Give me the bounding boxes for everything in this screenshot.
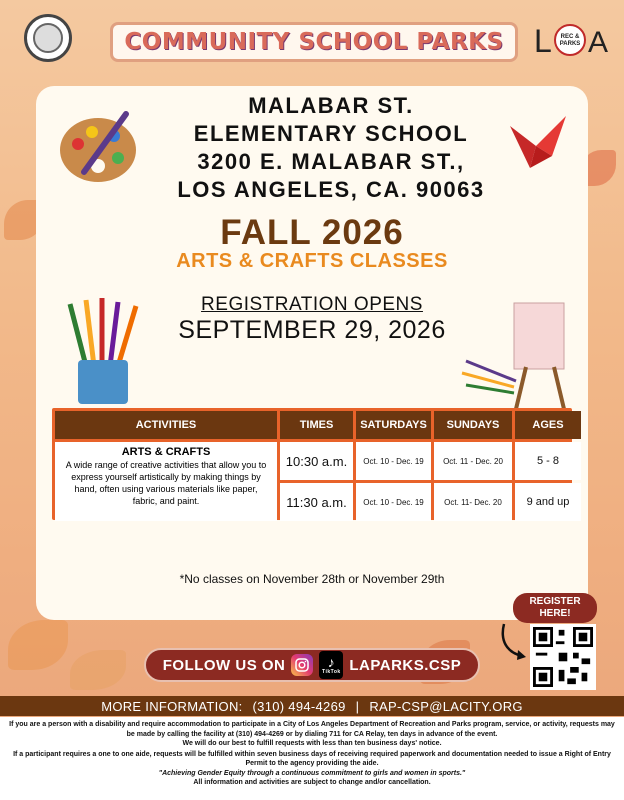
equity-quote: "Achieving Gender Equity through a continuous commitment to girls and women in sports." — [158, 769, 466, 777]
social-handle[interactable]: LAPARKS.CSP — [349, 656, 462, 674]
instagram-icon[interactable] — [291, 654, 313, 676]
follow-label: FOLLOW US ON — [162, 656, 286, 674]
table-cell-ages: 5 - 8 — [515, 442, 581, 480]
table-cell-time: 10:30 a.m. — [280, 442, 353, 480]
svg-text:PARKS: PARKS — [559, 41, 581, 47]
school-address — [146, 92, 516, 204]
curved-arrow-icon — [498, 622, 528, 662]
accommodation-text: If you are a person with a disability and require accommodation to participate in a City of Los Angeles Department of Recreation and Parks program, service, or activity, requests may be made by calling the facility at (310) 494-4269 or by dialing 711 for CA Relay, ten days in advance of the event. — [9, 721, 615, 738]
svg-text:A: A — [588, 26, 609, 58]
info-card — [36, 86, 588, 620]
social-banner — [144, 648, 480, 682]
registration-label: REGISTRATION OPENS — [201, 294, 423, 315]
best-effort-text: We will do our best to fulfill requests with less than ten business days' notice. — [182, 740, 442, 747]
more-info-label: MORE INFORMATION: — [101, 698, 243, 714]
table-cell-sundays: Oct. 11 - Dec. 20 — [434, 442, 512, 480]
column-header: SATURDAYS — [356, 411, 431, 439]
email-address[interactable]: RAP-CSP@LACITY.ORG — [369, 698, 523, 714]
column-header: AGES — [515, 411, 581, 439]
address-line: ELEMENTARY SCHOOL — [193, 121, 469, 146]
paint-palette-icon — [56, 106, 140, 186]
column-header: ACTIVITIES — [55, 411, 277, 439]
column-header: TIMES — [280, 411, 353, 439]
origami-crane-icon — [506, 106, 568, 172]
table-cell-ages: 9 and up — [515, 483, 581, 521]
activity-description: A wide range of creative activities that allow you to express yourself artistically by making things by hand, often using various materials like paper, fabric, and paint. — [65, 460, 267, 506]
separator: | — [355, 698, 360, 714]
registration-date: SEPTEMBER 29, 2026 — [178, 316, 446, 344]
city-seal-icon — [24, 14, 72, 62]
column-header: SUNDAYS — [434, 411, 512, 439]
activity-title: ARTS & CRAFTS — [121, 446, 211, 458]
classes-subheading: ARTS & CRAFTS CLASSES — [176, 250, 448, 272]
table-cell-time: 11:30 a.m. — [280, 483, 353, 521]
qr-code-icon — [533, 627, 593, 687]
schedule-table — [52, 408, 572, 520]
schedule-note: *No classes on November 28th or November 29th — [179, 572, 445, 586]
activity-cell — [55, 442, 277, 521]
leaf-decoration — [8, 620, 68, 670]
tiktok-icon[interactable]: ♪ TikTok — [319, 651, 343, 679]
address-line: 3200 E. MALABAR ST., — [197, 149, 465, 174]
table-cell-saturdays: Oct. 10 - Dec. 19 — [356, 442, 431, 480]
address-line: MALABAR ST. — [248, 93, 414, 118]
phone-number[interactable]: (310) 494-4269 — [252, 698, 346, 714]
footer-disclaimer — [0, 717, 624, 800]
easel-icon — [456, 301, 576, 411]
qr-code[interactable] — [530, 624, 596, 690]
page-title: COMMUNITY SCHOOL PARKS — [110, 22, 518, 62]
svg-text:REC &: REC & — [560, 34, 580, 40]
svg-text:L: L — [534, 23, 552, 58]
more-info-bar — [0, 696, 624, 716]
season-heading: FALL 2026 — [220, 213, 404, 252]
address-line: LOS ANGELES, CA. 90063 — [177, 177, 485, 202]
rec-and-parks-logo — [532, 18, 612, 58]
aide-text: If a participant requires a one to one aide, requests will be fulfilled within seven business days of receiving required paperwork and documentation needed to issue a Right of Entry Permit to the agency providing the aide. — [13, 750, 611, 767]
leaf-decoration — [70, 650, 126, 690]
register-here-badge[interactable]: REGISTER HERE! — [513, 593, 597, 623]
table-cell-saturdays: Oct. 10 - Dec. 19 — [356, 483, 431, 521]
disclaimer-text: All information and activities are subject to change and/or cancellation. — [193, 779, 431, 786]
table-cell-sundays: Oct. 11- Dec. 20 — [434, 483, 512, 521]
